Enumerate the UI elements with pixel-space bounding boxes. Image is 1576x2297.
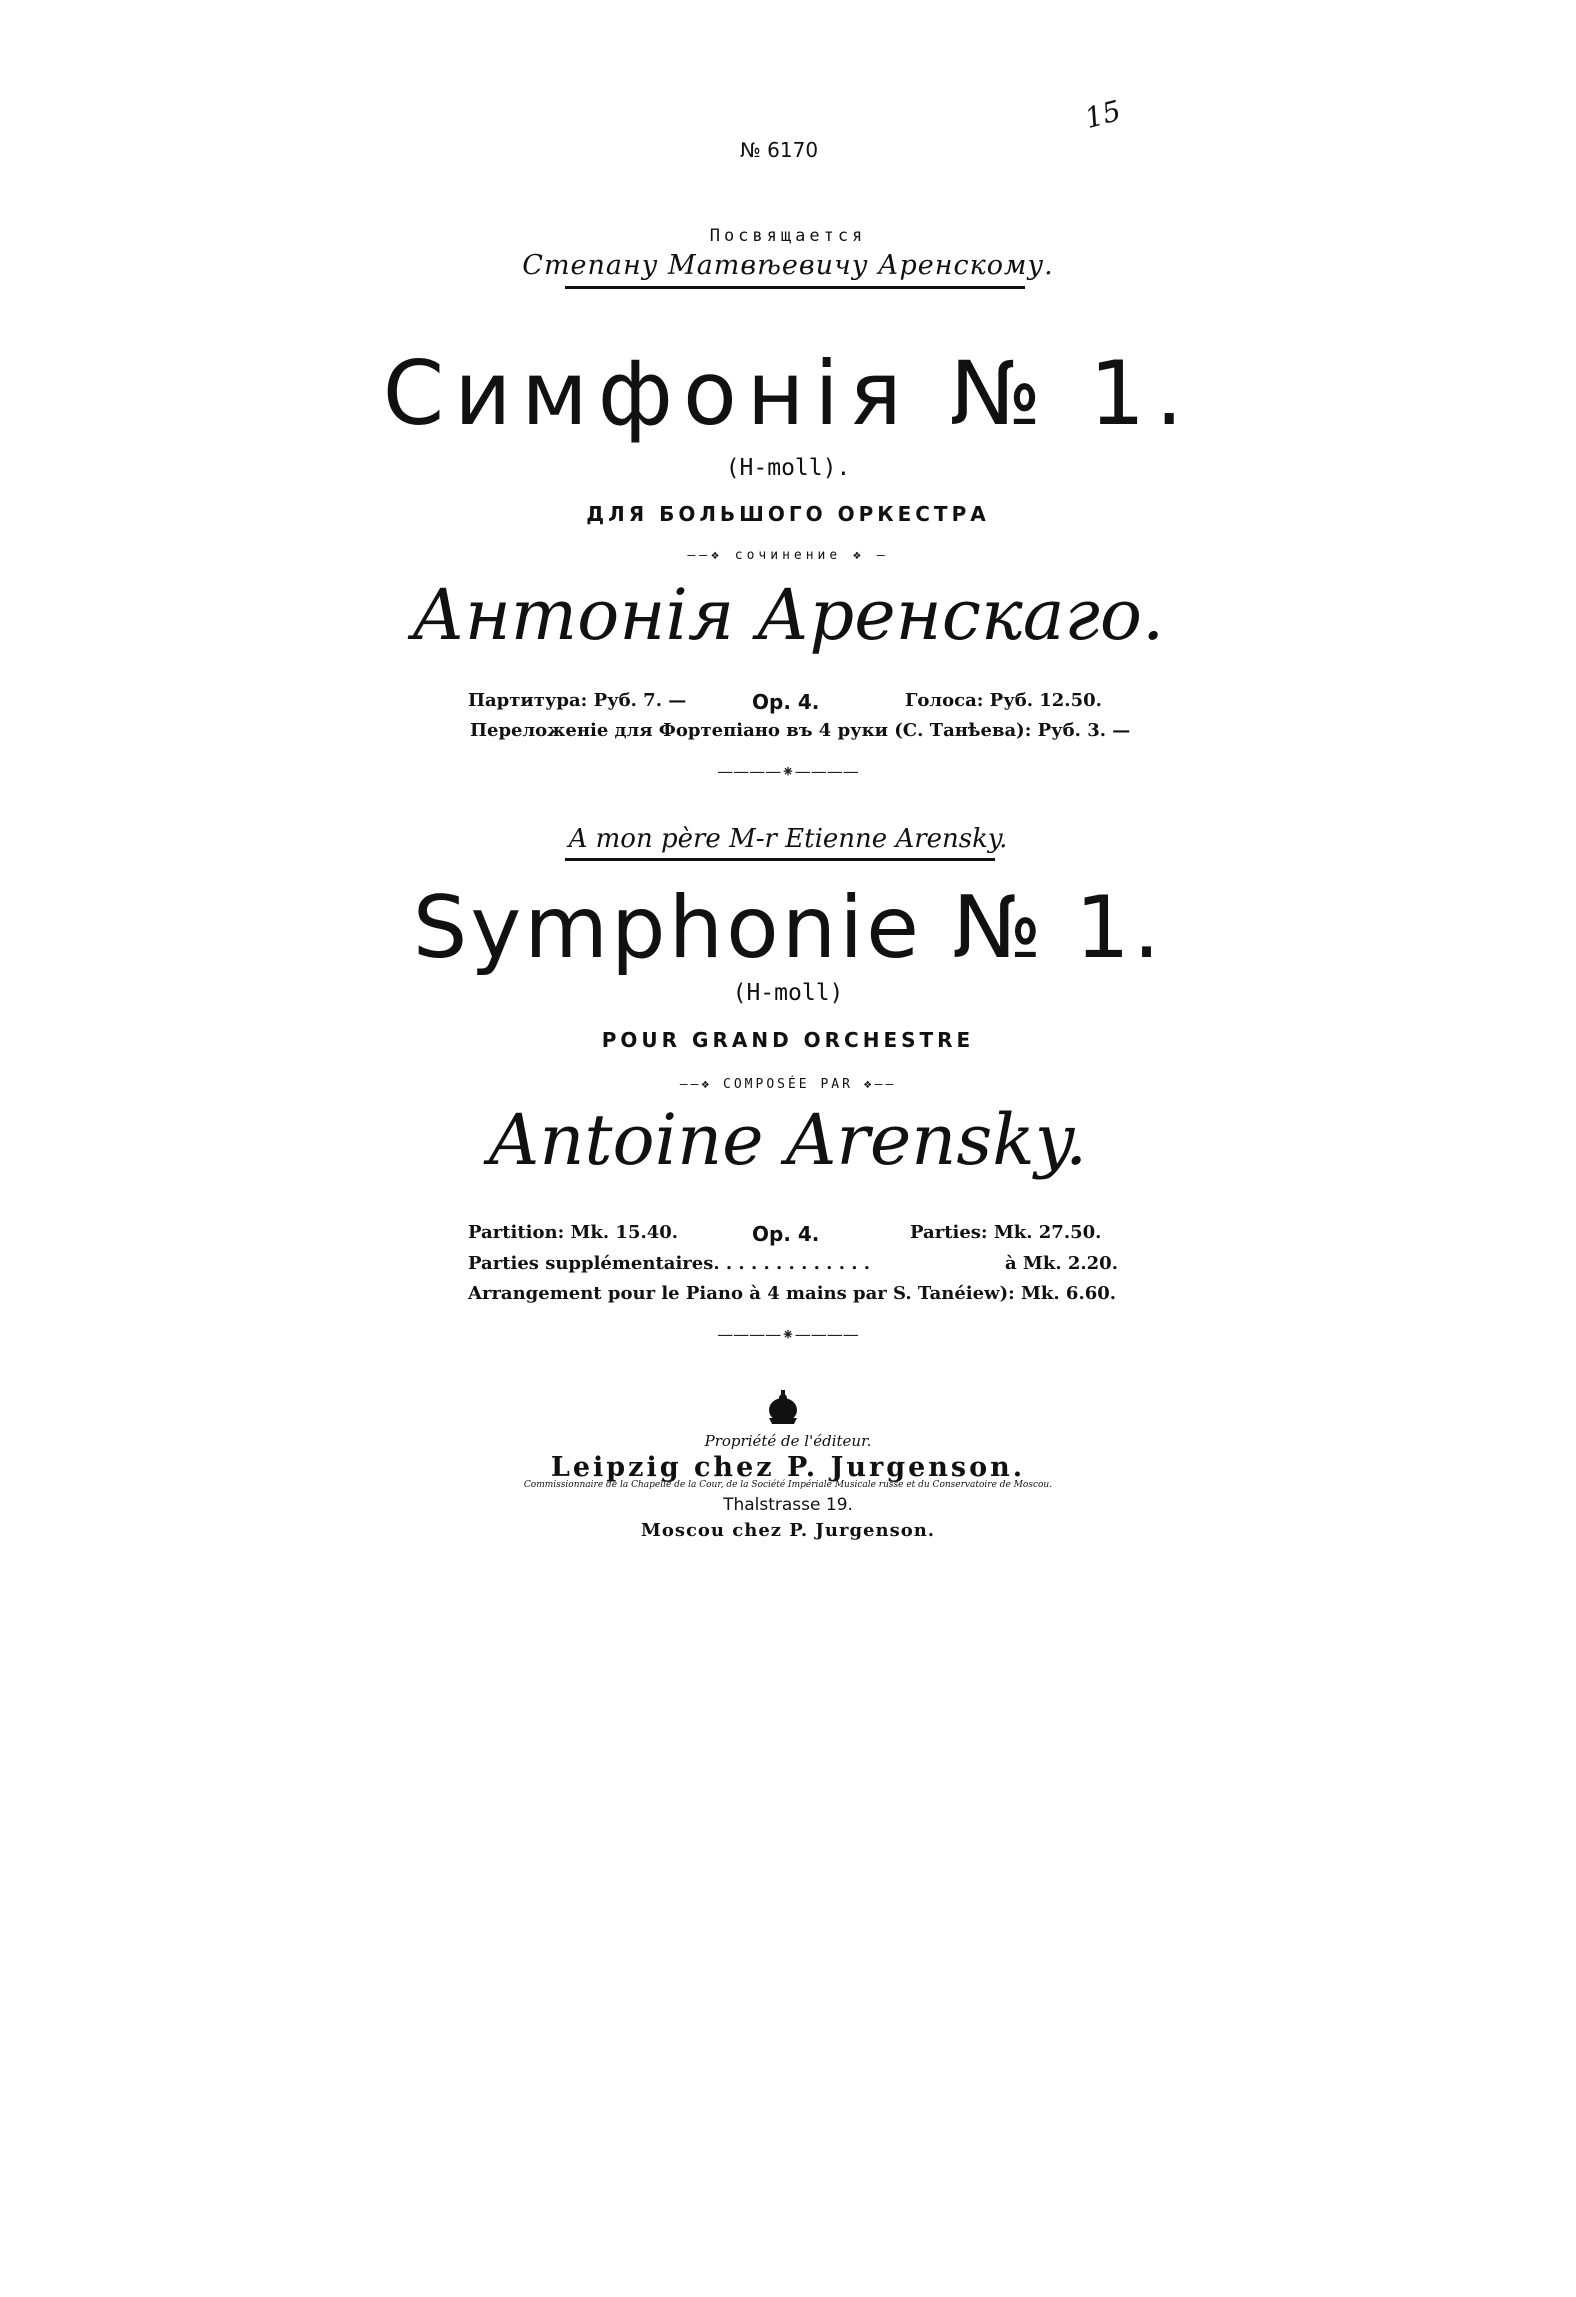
publisher-main: Leipzig chez P. Jurgenson.: [550, 1452, 1026, 1483]
dedication-rule-fr: [565, 858, 995, 861]
publisher-label: Propriété de l'éditeur.: [704, 1432, 872, 1450]
divider-ornament-fr: ————⁕————: [717, 1325, 859, 1344]
price-supplementary-value-fr: à Mk. 2.20.: [1005, 1253, 1118, 1274]
price-parts-fr: Parties: Mk. 27.50.: [910, 1222, 1102, 1243]
library-mark: 15: [1081, 93, 1125, 136]
publisher-moscow: Moscou chez P. Jurgenson.: [640, 1520, 936, 1541]
price-arrangement-ru: Переложеніе для Фортепіано въ 4 руки (С. Танѣева): Руб. 3. —: [470, 720, 1131, 741]
opus-ru: Op. 4.: [752, 690, 820, 714]
publisher-emblem-icon: [763, 1388, 803, 1428]
opus-fr: Op. 4.: [752, 1222, 820, 1246]
publisher-street: Thalstrasse 19.: [723, 1495, 853, 1515]
orchestra-fr: POUR GRAND ORCHESTRE: [601, 1028, 975, 1052]
composed-by-fr: ——❖ COMPOSÉE PAR ❖——: [679, 1077, 897, 1092]
composer-ru: Антонія Аренскаго.: [411, 574, 1165, 656]
price-supplementary-label-fr: Parties supplémentaires. . . . . . . . . . . . .: [468, 1253, 871, 1274]
price-parts-ru: Голоса: Руб. 12.50.: [905, 690, 1102, 711]
publisher-note: Commissionnaire de la Chapelle de la Cour, de la Société Impériale Musicale russe et du Conservatoire de Moscou.: [523, 1480, 1053, 1490]
title-ru: Симфонія № 1.: [382, 342, 1194, 445]
price-score-ru: Партитура: Руб. 7. —: [468, 690, 687, 711]
price-score-fr: Partition: Mk. 15.40.: [468, 1222, 679, 1243]
plate-number: № 6170: [740, 138, 819, 162]
key-ru: (H-moll).: [725, 455, 851, 481]
divider-ornament-ru: ————⁕————: [717, 762, 859, 781]
orchestra-ru: ДЛЯ БОЛЬШОГО ОРКЕСТРА: [586, 502, 990, 526]
composed-by-ru: ——❖ сочинение ❖ —: [687, 548, 889, 563]
dedication-rule-ru: [565, 286, 1025, 289]
price-arrangement-fr: Arrangement pour le Piano à 4 mains par S. Tanéiew): Mk. 6.60.: [468, 1283, 1117, 1304]
dedication-fr: A mon père M-r Etienne Arensky.: [568, 824, 1008, 854]
dedication-label-ru: Посвящается: [709, 226, 867, 246]
key-fr: (H-moll): [732, 980, 844, 1006]
title-fr: Symphonie № 1.: [412, 878, 1164, 978]
composer-fr: Antoine Arensky.: [488, 1099, 1088, 1181]
dedication-name-ru: Степану Матвѣевичу Аренскому.: [522, 250, 1054, 281]
